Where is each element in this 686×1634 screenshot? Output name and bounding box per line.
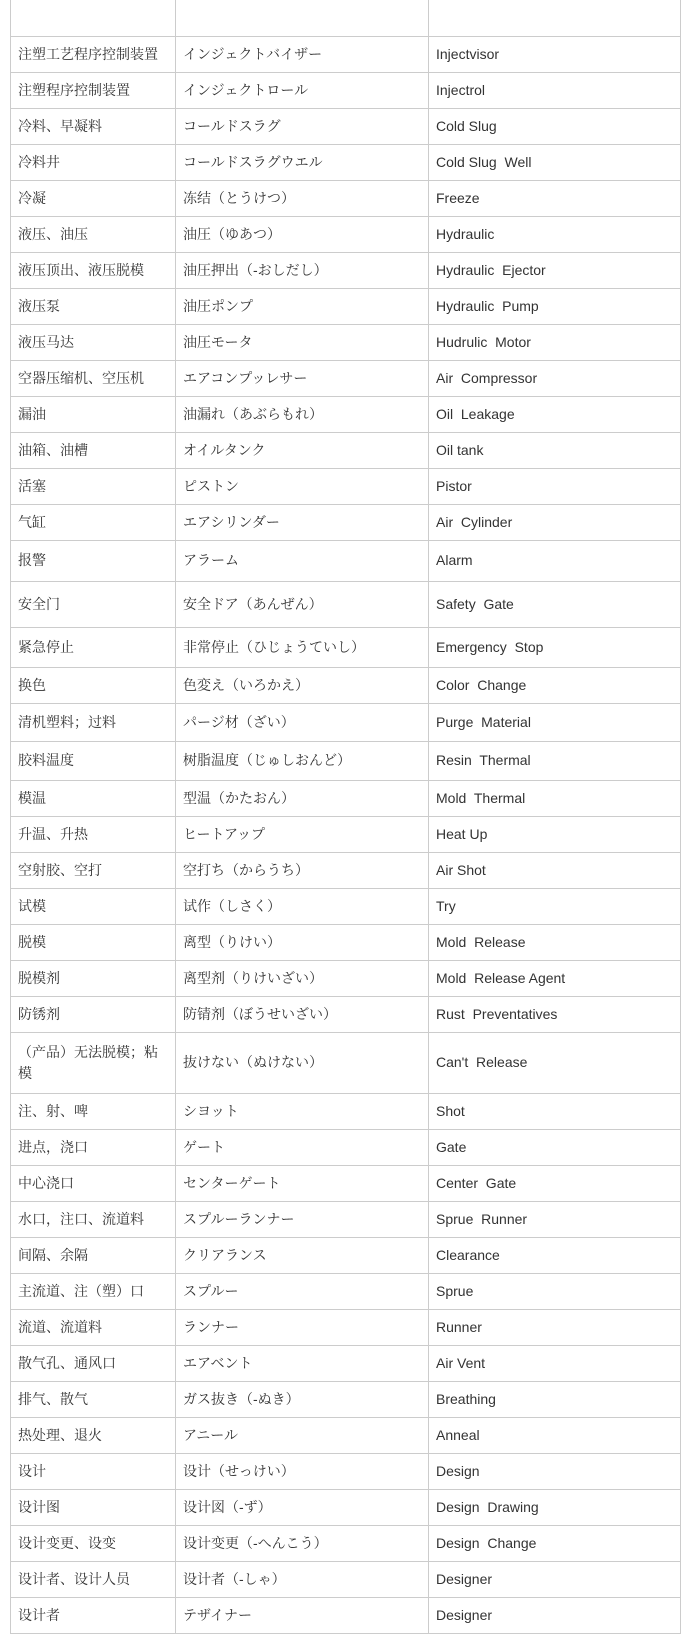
cell-chinese: 注塑工艺程序控制装置 bbox=[11, 36, 176, 72]
cell-english: Emergency Stop bbox=[429, 627, 681, 667]
table-row bbox=[11, 360, 681, 396]
cell-chinese: 空器压缩机、空压机 bbox=[11, 360, 176, 396]
table-row bbox=[11, 72, 681, 108]
table-row bbox=[11, 252, 681, 288]
table-row bbox=[11, 1093, 681, 1129]
table-row bbox=[11, 468, 681, 504]
cell-japanese: 色変え（いろかえ） bbox=[176, 667, 429, 703]
cell-chinese: 升温、升热 bbox=[11, 816, 176, 852]
cell-english: Purge Material bbox=[429, 703, 681, 741]
cell-english: Mold Thermal bbox=[429, 780, 681, 816]
cell-japanese: スプルーランナー bbox=[176, 1201, 429, 1237]
table-row bbox=[11, 888, 681, 924]
cell-japanese: エアコンプッレサー bbox=[176, 360, 429, 396]
table-row bbox=[11, 1237, 681, 1273]
cell-japanese: 冻结（とうけつ） bbox=[176, 180, 429, 216]
cell-english: Heat Up bbox=[429, 816, 681, 852]
table-row bbox=[11, 540, 681, 581]
table-row bbox=[11, 1201, 681, 1237]
table-row bbox=[11, 1273, 681, 1309]
cell-chinese: 散气孔、通风口 bbox=[11, 1345, 176, 1381]
cell-chinese: 设计图 bbox=[11, 1489, 176, 1525]
table-row bbox=[11, 581, 681, 627]
cell-japanese: センターゲート bbox=[176, 1165, 429, 1201]
cell-japanese: ゲート bbox=[176, 1129, 429, 1165]
cell-chinese: 注、射、啤 bbox=[11, 1093, 176, 1129]
cell-japanese: インジェクトロール bbox=[176, 72, 429, 108]
cell-chinese: 热处理、退火 bbox=[11, 1417, 176, 1453]
table-row bbox=[11, 1129, 681, 1165]
cell-english: Air Vent bbox=[429, 1345, 681, 1381]
cell-japanese: 离型剂（りけいざい） bbox=[176, 960, 429, 996]
cell-japanese: 设计变更（-へんこう） bbox=[176, 1525, 429, 1561]
table-row bbox=[11, 1489, 681, 1525]
cell-japanese: エアベント bbox=[176, 1345, 429, 1381]
cell-chinese: 换色 bbox=[11, 667, 176, 703]
cell-english: Gate bbox=[429, 1129, 681, 1165]
cell-japanese: アラーム bbox=[176, 540, 429, 581]
cell-chinese: 流道、流道料 bbox=[11, 1309, 176, 1345]
cell-japanese: 油圧モータ bbox=[176, 324, 429, 360]
cell-chinese: 液压、油压 bbox=[11, 216, 176, 252]
cell-english: Hydraulic Pump bbox=[429, 288, 681, 324]
table-body bbox=[11, 0, 681, 1633]
cell-chinese: 进点，浇口 bbox=[11, 1129, 176, 1165]
table-row bbox=[11, 108, 681, 144]
table-row bbox=[11, 324, 681, 360]
cell-japanese: 离型（りけい） bbox=[176, 924, 429, 960]
table-row bbox=[11, 180, 681, 216]
table-row bbox=[11, 504, 681, 540]
cell-japanese: コールドスラグウエル bbox=[176, 144, 429, 180]
cell-japanese: 安全ドア（あんぜん） bbox=[176, 581, 429, 627]
table-row bbox=[11, 1525, 681, 1561]
cell-english bbox=[429, 0, 681, 36]
cell-japanese: 树脂温度（じゅしおんど） bbox=[176, 741, 429, 780]
cell-english: Design bbox=[429, 1453, 681, 1489]
cell-japanese: コールドスラグ bbox=[176, 108, 429, 144]
cell-japanese: 设计図（-ず） bbox=[176, 1489, 429, 1525]
top-partial-row bbox=[11, 0, 681, 36]
table-row bbox=[11, 667, 681, 703]
cell-english: Air Cylinder bbox=[429, 504, 681, 540]
glossary-table bbox=[10, 0, 681, 1634]
table-row bbox=[11, 627, 681, 667]
cell-japanese: ヒートアップ bbox=[176, 816, 429, 852]
cell-japanese: インジェクトバイザー bbox=[176, 36, 429, 72]
cell-chinese: 设计者、设计人员 bbox=[11, 1561, 176, 1597]
cell-japanese: 油圧（ゆあつ） bbox=[176, 216, 429, 252]
cell-chinese: 排气、散气 bbox=[11, 1381, 176, 1417]
cell-english: Center Gate bbox=[429, 1165, 681, 1201]
cell-chinese: 安全门 bbox=[11, 581, 176, 627]
cell-english: Air Shot bbox=[429, 852, 681, 888]
cell-english: Rust Preventatives bbox=[429, 996, 681, 1032]
table-row bbox=[11, 1165, 681, 1201]
table-row bbox=[11, 396, 681, 432]
cell-chinese: 活塞 bbox=[11, 468, 176, 504]
cell-japanese: 防锖剂（ぼうせいざい） bbox=[176, 996, 429, 1032]
cell-chinese: 液压马达 bbox=[11, 324, 176, 360]
table-row bbox=[11, 144, 681, 180]
cell-english: Color Change bbox=[429, 667, 681, 703]
cell-english: Sprue bbox=[429, 1273, 681, 1309]
cell-chinese: 气缸 bbox=[11, 504, 176, 540]
cell-english: Pistor bbox=[429, 468, 681, 504]
table-row bbox=[11, 852, 681, 888]
cell-english: Injectrol bbox=[429, 72, 681, 108]
table-row bbox=[11, 1453, 681, 1489]
cell-chinese: 试模 bbox=[11, 888, 176, 924]
cell-chinese: 设计变更、设变 bbox=[11, 1525, 176, 1561]
cell-chinese: 空射胶、空打 bbox=[11, 852, 176, 888]
table-row bbox=[11, 780, 681, 816]
cell-chinese: 脱模 bbox=[11, 924, 176, 960]
cell-japanese: 型温（かたおん） bbox=[176, 780, 429, 816]
table-row bbox=[11, 36, 681, 72]
cell-english: Can't Release bbox=[429, 1032, 681, 1093]
cell-english: Cold Slug bbox=[429, 108, 681, 144]
cell-japanese: テザイナー bbox=[176, 1597, 429, 1633]
table-row bbox=[11, 924, 681, 960]
cell-chinese: 设计者 bbox=[11, 1597, 176, 1633]
table-row bbox=[11, 288, 681, 324]
cell-japanese: 非常停止（ひじょうていし） bbox=[176, 627, 429, 667]
cell-japanese: ガス抜き（-ぬき） bbox=[176, 1381, 429, 1417]
cell-english: Air Compressor bbox=[429, 360, 681, 396]
cell-japanese: クリアランス bbox=[176, 1237, 429, 1273]
cell-english: Hudrulic Motor bbox=[429, 324, 681, 360]
table-row bbox=[11, 996, 681, 1032]
cell-chinese: 紧急停止 bbox=[11, 627, 176, 667]
cell-japanese: エアシリンダー bbox=[176, 504, 429, 540]
cell-english: Breathing bbox=[429, 1381, 681, 1417]
table-row bbox=[11, 1032, 681, 1093]
cell-english: Runner bbox=[429, 1309, 681, 1345]
cell-japanese: パージ材（ざい） bbox=[176, 703, 429, 741]
cell-japanese: 油圧押出（-おしだし） bbox=[176, 252, 429, 288]
cell-english: Design Drawing bbox=[429, 1489, 681, 1525]
cell-chinese: 液压顶出、液压脱模 bbox=[11, 252, 176, 288]
cell-english: Oil Leakage bbox=[429, 396, 681, 432]
cell-japanese: アニール bbox=[176, 1417, 429, 1453]
table-row bbox=[11, 960, 681, 996]
table-row bbox=[11, 216, 681, 252]
cell-japanese: 空打ち（からうち） bbox=[176, 852, 429, 888]
cell-english: Designer bbox=[429, 1561, 681, 1597]
cell-chinese: 模温 bbox=[11, 780, 176, 816]
cell-english: Injectvisor bbox=[429, 36, 681, 72]
cell-japanese: 油漏れ（あぶらもれ） bbox=[176, 396, 429, 432]
cell-chinese: 设计 bbox=[11, 1453, 176, 1489]
cell-chinese: 冷料井 bbox=[11, 144, 176, 180]
cell-english: Safety Gate bbox=[429, 581, 681, 627]
cell-chinese: 漏油 bbox=[11, 396, 176, 432]
cell-english: Designer bbox=[429, 1597, 681, 1633]
cell-chinese: 报警 bbox=[11, 540, 176, 581]
cell-english: Hydraulic bbox=[429, 216, 681, 252]
cell-japanese: 试作（しさく） bbox=[176, 888, 429, 924]
cell-english: Freeze bbox=[429, 180, 681, 216]
cell-chinese bbox=[11, 0, 176, 36]
table-row bbox=[11, 1417, 681, 1453]
table-row bbox=[11, 741, 681, 780]
cell-english: Anneal bbox=[429, 1417, 681, 1453]
cell-chinese: 脱模剂 bbox=[11, 960, 176, 996]
cell-english: Mold Release bbox=[429, 924, 681, 960]
cell-chinese: 清机塑料；过料 bbox=[11, 703, 176, 741]
cell-chinese: 中心浇口 bbox=[11, 1165, 176, 1201]
table-row bbox=[11, 1381, 681, 1417]
cell-japanese: スプルー bbox=[176, 1273, 429, 1309]
cell-english: Clearance bbox=[429, 1237, 681, 1273]
cell-chinese: 油箱、油槽 bbox=[11, 432, 176, 468]
cell-english: Cold Slug Well bbox=[429, 144, 681, 180]
cell-chinese: 注塑程序控制装置 bbox=[11, 72, 176, 108]
cell-english: Mold Release Agent bbox=[429, 960, 681, 996]
cell-japanese: シヨット bbox=[176, 1093, 429, 1129]
cell-japanese: 抜けない（ぬけない） bbox=[176, 1032, 429, 1093]
cell-chinese: （产品）无法脱模；粘模 bbox=[11, 1032, 176, 1093]
table-row bbox=[11, 1597, 681, 1633]
table-row bbox=[11, 703, 681, 741]
cell-japanese: ピストン bbox=[176, 468, 429, 504]
cell-japanese: 设计者（-しゃ） bbox=[176, 1561, 429, 1597]
cell-chinese: 主流道、注（塑）口 bbox=[11, 1273, 176, 1309]
cell-chinese: 冷料、早凝料 bbox=[11, 108, 176, 144]
cell-english: Resin Thermal bbox=[429, 741, 681, 780]
table-row bbox=[11, 432, 681, 468]
table-row bbox=[11, 816, 681, 852]
cell-chinese: 间隔、余隔 bbox=[11, 1237, 176, 1273]
cell-chinese: 水口，注口、流道料 bbox=[11, 1201, 176, 1237]
cell-english: Hydraulic Ejector bbox=[429, 252, 681, 288]
cell-japanese: ランナー bbox=[176, 1309, 429, 1345]
cell-english: Design Change bbox=[429, 1525, 681, 1561]
cell-english: Try bbox=[429, 888, 681, 924]
table-row bbox=[11, 1561, 681, 1597]
cell-japanese: 设计（せっけい） bbox=[176, 1453, 429, 1489]
cell-english: Oil tank bbox=[429, 432, 681, 468]
cell-english: Shot bbox=[429, 1093, 681, 1129]
cell-english: Alarm bbox=[429, 540, 681, 581]
cell-japanese bbox=[176, 0, 429, 36]
cell-chinese: 防锈剂 bbox=[11, 996, 176, 1032]
cell-chinese: 冷凝 bbox=[11, 180, 176, 216]
cell-english: Sprue Runner bbox=[429, 1201, 681, 1237]
table-row bbox=[11, 1345, 681, 1381]
cell-japanese: 油圧ポンプ bbox=[176, 288, 429, 324]
cell-japanese: オイルタンク bbox=[176, 432, 429, 468]
cell-chinese: 胶料温度 bbox=[11, 741, 176, 780]
table-row bbox=[11, 1309, 681, 1345]
cell-chinese: 液压泵 bbox=[11, 288, 176, 324]
